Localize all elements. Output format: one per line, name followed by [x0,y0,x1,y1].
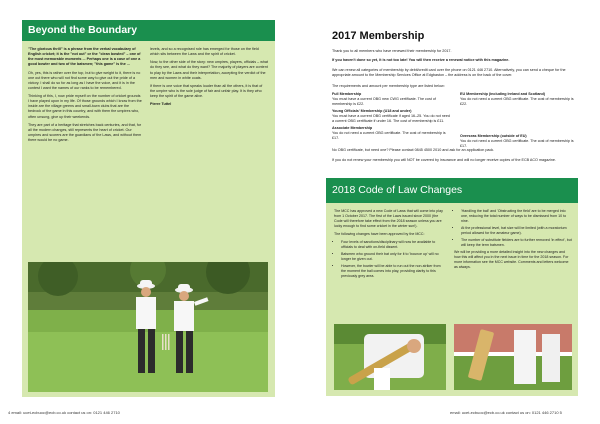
membership-requirements [332,84,582,89]
law-bullet: • Four levels of sanctions/disciplinary will now be available to officials to deal with on-field dissent. [341,240,446,250]
membership-paragraph: If you haven't done so yet, it is not too late! You will then receive a renewal notice with this magazine. [332,58,510,62]
law-bullet: • However, the bowler will be able to run out the non-striker from the moment the ball comes into play, providing clarity to this previously grey area. [341,264,446,279]
law-outro: We will be providing a more detailed insight into the new changes and how this will affect you in the next issue in time for the 2018 season. For more information see the MCC website. Comments and letters welcome as always. [454,250,569,269]
feature-paragraph: If there is one voice that speaks louder than all the others, it is that of the umpire who is the sole judge of fair and unfair play. It is they who keep the spirit of the game alive. [150,83,263,99]
batsman-photo [334,324,446,390]
law-bullet-list-2 [454,209,572,248]
young-membership-head: Young Officials' Membership (U18 and under) [332,109,412,113]
umpires-illustration [28,262,268,392]
feature-paragraph: Thinking of this, I, now pride myself on the number of cricket grounds I have played upon in my life. Of those grounds which I know from the inside are the village greens and small-town clubs that are the bedrock of the game in this country, and with them the umpires who, often unsung, give up their weekends. [28,94,142,119]
membership-paragraph: We can renew all categories of membership by debit/credit card over the phone on 0121 446 2710. Alternatively, you can send a cheque for the appropriate amount to the Membership Services Office at Edgbaston – the address is on the back of the cover. [332,68,566,77]
membership-paragraph: The requirements and amount per membership type are listed below: [332,84,445,88]
law-bullet-list [334,240,446,279]
law-column-left [334,209,446,281]
feature-paragraph: They are part of a heritage that stretches back centuries, and that, for all the modern changes, still represents the heart of cricket. Our umpires and scorers are the guardians of the Laws, and without them there would be no game. [28,122,142,143]
membership-intro [332,49,582,54]
law-bullet: • At the professional level, bat size will be limited (with a moratorium period allowed for the amateur game). [461,226,572,236]
right-page [300,0,600,424]
membership-paragraph: No OBG certificate, but need one? Please contact 0845 4500 2010 and ask for an application pack. [332,148,495,152]
membership-col-right [460,92,580,149]
feature-paragraph: levels, and so a recognised role has emerged for those on the field which sits between the Laws and the spirit of cricket. [150,47,259,57]
eu-membership-head: EU Membership (including Ireland and Scotland) [460,92,546,96]
law-column-right [454,209,572,273]
young-membership-text: You must have a current OBG certificate if aged 16–25. You do not need a current OBG certificate if under 16. The cost of membership is £11. [332,114,450,123]
feature-intro: "The glorious thrill" is a phrase from the verbal vocabulary of English cricket; it is the "not out" or the "clean bowled" – one of the most memorable moments ... Perhaps one is a case of one a good bowler and two of the batsmen; "this game" is the ... [28,47,141,67]
full-membership-head: Full Membership [332,92,362,96]
law-bullet: • Batsmen who ground their bat only for it to 'bounce up' will no longer be given out. [341,252,446,262]
law-changes-panel [326,178,578,396]
feature-column-right [150,47,268,111]
feature-title: Beyond the Boundary [22,20,275,41]
law-intro-2: The following changes have been approved by the MCC: [334,232,425,236]
bat-crease-photo [454,324,572,390]
umpires-photo [28,262,268,392]
eu-membership-text: You do not need a current OBG certificate. The cost of membership is £22. [460,97,574,106]
membership-notice [332,58,582,63]
feature-paragraph: Oh, yes, this is rather over the top, but to give weight to it, there is no one out there who will not find some way to give out the pride of a victory. I shall do so for as long as I have the voice, and it is in the contest I want the names of our ranks to be remembered. [28,70,141,90]
page-footer-left: 4 email: ucet-ecbuoc@ecb.co.uk contact us on: 0121 446 2710 [8,410,120,415]
membership-renew-info [332,68,582,78]
full-membership-text: You must have a current OBG new CWG certificate. The cost of membership is £22. [332,97,436,106]
associate-membership-head: Associate Membership [332,126,373,130]
page-footer-right: email: ucet-ecbuoc@ecb.co.uk contact us on: 0121 446 2710 5 [450,410,562,415]
membership-insurance-note [332,158,582,163]
law-bullet: • The number of substitute fielders are to further removed 'in effect', but will keep the term batsmen. [461,238,572,248]
membership-paragraph: If you do not renew your membership you will NOT be covered by insurance and will no longer receive copies of the ECB ACO magazine. [332,158,556,162]
author-credit: Pierre Tuttel [150,102,172,107]
associate-membership-text: You do not need a current OBG certificate. The cost of membership is £17. [332,131,446,140]
membership-certificate-note [332,148,582,153]
law-intro: The MCC has approved a new Code of Laws that will come into play from 1 October 2017. The first of the Laws issued since 2000 (the Code will therefore take effect from the 2018 season unless you are lucky enough to find some cricket in the winter sun!). [334,209,443,228]
batsman-illustration [334,324,446,390]
overseas-membership-head: Overseas Membership (outside of EU) [460,134,527,138]
membership-paragraph: Thank you to all members who have renewed their membership for 2017. [332,49,452,53]
feature-paragraph: Now, to the other side of the story: new umpires, players, officials – what do they see, and what do they want? The majority of players are content to play by the Laws and their interpretation, accepting the verdict of the men and women in white coats. [150,60,268,80]
law-changes-title: 2018 Code of Law Changes [326,178,578,203]
law-bullet: • 'Handling the ball' and 'Obstructing the field' are to be merged into one, reducing the total number of ways to be dismissed from 10 to nine. [461,209,572,224]
membership-title: 2017 Membership [332,30,425,42]
overseas-membership-text: You do not need a current OBG certificate. The cost of membership is £17. [460,139,574,148]
membership-col-left [332,92,450,141]
bat-crease-illustration [454,324,572,390]
feature-column-left [28,47,142,146]
feature-panel [22,20,275,397]
